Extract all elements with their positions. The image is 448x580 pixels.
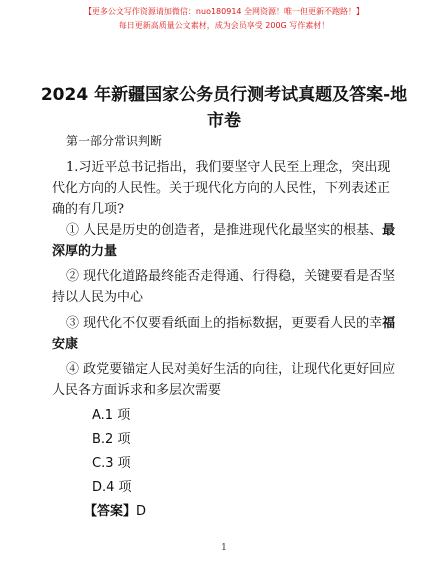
- statement-item-4: ④ 政党要锚定人民对美好生活的向往，让现代化更好回应人民各方面诉求和多层次需要: [52, 362, 396, 398]
- page-number: 1: [221, 543, 227, 553]
- section-heading: 第一部分常识判断: [66, 134, 163, 148]
- statement-item-2: ② 现代化道路最终能否走得通、行得稳，关键要看是否坚持以人民为中心: [52, 269, 396, 305]
- answer-line: [84, 501, 146, 522]
- promo-banner-line-1: 【更多公文写作资源请加微信：nuo180914 全网资源！唯一但更新不跑路！】: [83, 7, 365, 16]
- statement-item-1-text: ① 人民是历史的创造者，是推进现代化最坚实的根基、: [66, 223, 383, 238]
- promo-banner-line-2: 每日更新高质量公文素材，成为会员享受 200G 写作素材！: [118, 21, 330, 30]
- statement-item-1-bold: 最深厚的力量: [52, 223, 396, 259]
- document-title: 2024 年新疆国家公务员行测考试真题及答案-地市卷: [40, 85, 408, 131]
- statement-item-1: [52, 220, 398, 262]
- answer-label: 【答案】: [84, 504, 137, 519]
- statement-item-3-text: ③ 现代化不仅要看纸面上的指标数据，更要看人民的幸: [66, 316, 383, 331]
- statement-item-3: [52, 313, 398, 355]
- option-b: B.2 项: [92, 432, 131, 447]
- option-c: C.3 项: [92, 456, 131, 471]
- answer-value: D: [136, 504, 147, 519]
- option-d: D.4 项: [92, 480, 132, 495]
- option-a: A.1 项: [92, 408, 131, 423]
- statement-item-3-bold: 福安康: [52, 316, 396, 352]
- question-stem: 1.习近平总书记指出，我们要坚守人民至上理念，突出现代化方向的人民性。关于现代化方向的人民性，下列表述正确的有几项?: [52, 160, 391, 217]
